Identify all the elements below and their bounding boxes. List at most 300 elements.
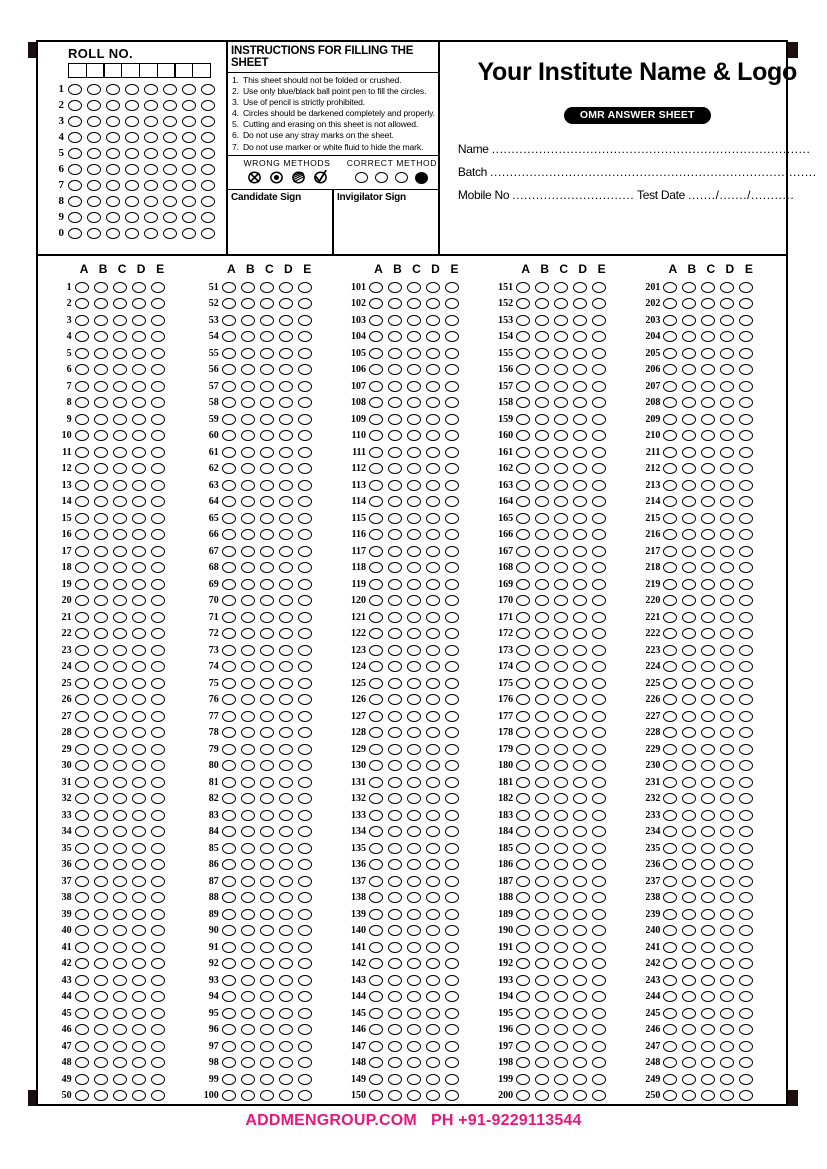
answer-bubble-e[interactable] <box>445 711 459 722</box>
roll-number-bubble-grid[interactable] <box>44 81 220 241</box>
answer-bubble-b[interactable] <box>535 991 549 1002</box>
answer-bubble-d[interactable] <box>573 480 587 491</box>
candidate-sign-box[interactable] <box>228 190 334 254</box>
answer-bubble-c[interactable] <box>260 678 274 689</box>
answer-bubble-a[interactable] <box>75 1024 89 1035</box>
answer-bubble-c[interactable] <box>407 282 421 293</box>
answer-bubble-d[interactable] <box>279 496 293 507</box>
answer-bubble-b[interactable] <box>241 282 255 293</box>
answer-bubble-a[interactable] <box>75 480 89 491</box>
answer-bubble-e[interactable] <box>445 414 459 425</box>
answer-bubble-a[interactable] <box>222 513 236 524</box>
answer-bubble-e[interactable] <box>592 1041 606 1052</box>
answer-bubble-b[interactable] <box>682 727 696 738</box>
answer-bubble-b[interactable] <box>94 694 108 705</box>
answer-bubble-e[interactable] <box>445 1041 459 1052</box>
answer-bubble-a[interactable] <box>75 315 89 326</box>
answer-bubble-b[interactable] <box>535 711 549 722</box>
answer-bubble-e[interactable] <box>151 397 165 408</box>
answer-bubble-d[interactable] <box>426 579 440 590</box>
answer-bubble-a[interactable] <box>516 991 530 1002</box>
answer-bubble-b[interactable] <box>682 282 696 293</box>
roll-bubble[interactable] <box>144 196 158 207</box>
answer-bubble-a[interactable] <box>222 793 236 804</box>
answer-bubble-d[interactable] <box>720 1057 734 1068</box>
answer-bubble-e[interactable] <box>445 1074 459 1085</box>
answer-bubble-d[interactable] <box>720 414 734 425</box>
answer-bubble-b[interactable] <box>241 1041 255 1052</box>
answer-bubble-a[interactable] <box>663 348 677 359</box>
answer-bubble-d[interactable] <box>132 282 146 293</box>
answer-bubble-e[interactable] <box>445 892 459 903</box>
answer-bubble-b[interactable] <box>388 282 402 293</box>
answer-bubble-a[interactable] <box>516 430 530 441</box>
answer-bubble-a[interactable] <box>369 430 383 441</box>
answer-bubble-a[interactable] <box>75 513 89 524</box>
answer-bubble-a[interactable] <box>663 760 677 771</box>
answer-bubble-c[interactable] <box>701 661 715 672</box>
answer-bubble-d[interactable] <box>426 661 440 672</box>
roll-bubble[interactable] <box>144 84 158 95</box>
answer-bubble-e[interactable] <box>739 760 753 771</box>
answer-bubble-e[interactable] <box>151 925 165 936</box>
answer-bubble-a[interactable] <box>75 414 89 425</box>
answer-bubble-e[interactable] <box>298 331 312 342</box>
answer-bubble-a[interactable] <box>369 1024 383 1035</box>
answer-bubble-b[interactable] <box>241 711 255 722</box>
answer-bubble-d[interactable] <box>573 397 587 408</box>
answer-bubble-e[interactable] <box>445 793 459 804</box>
answer-bubble-a[interactable] <box>75 1090 89 1101</box>
answer-bubble-c[interactable] <box>113 1090 127 1101</box>
answer-bubble-a[interactable] <box>369 925 383 936</box>
answer-bubble-c[interactable] <box>113 1024 127 1035</box>
answer-bubble-a[interactable] <box>222 496 236 507</box>
answer-bubble-e[interactable] <box>445 579 459 590</box>
answer-bubble-a[interactable] <box>369 727 383 738</box>
answer-bubble-a[interactable] <box>222 777 236 788</box>
answer-bubble-c[interactable] <box>554 744 568 755</box>
answer-bubble-b[interactable] <box>94 364 108 375</box>
answer-bubble-b[interactable] <box>682 480 696 491</box>
answer-bubble-d[interactable] <box>279 876 293 887</box>
answer-bubble-a[interactable] <box>663 397 677 408</box>
answer-bubble-a[interactable] <box>663 315 677 326</box>
answer-bubble-a[interactable] <box>369 793 383 804</box>
answer-bubble-d[interactable] <box>720 661 734 672</box>
answer-bubble-c[interactable] <box>407 480 421 491</box>
answer-bubble-c[interactable] <box>113 529 127 540</box>
answer-bubble-e[interactable] <box>592 793 606 804</box>
answer-bubble-a[interactable] <box>663 958 677 969</box>
answer-bubble-a[interactable] <box>75 298 89 309</box>
answer-bubble-a[interactable] <box>222 1074 236 1085</box>
answer-bubble-c[interactable] <box>554 942 568 953</box>
answer-bubble-c[interactable] <box>701 744 715 755</box>
answer-bubble-a[interactable] <box>75 892 89 903</box>
answer-bubble-e[interactable] <box>445 364 459 375</box>
answer-bubble-e[interactable] <box>445 1090 459 1101</box>
answer-bubble-c[interactable] <box>554 678 568 689</box>
answer-bubble-e[interactable] <box>445 744 459 755</box>
answer-bubble-d[interactable] <box>426 793 440 804</box>
answer-bubble-b[interactable] <box>682 579 696 590</box>
answer-bubble-a[interactable] <box>222 661 236 672</box>
roll-bubble[interactable] <box>125 196 139 207</box>
answer-bubble-b[interactable] <box>682 991 696 1002</box>
roll-bubble[interactable] <box>125 132 139 143</box>
answer-bubble-a[interactable] <box>75 331 89 342</box>
invigilator-sign-box[interactable] <box>334 190 438 254</box>
answer-bubble-a[interactable] <box>222 447 236 458</box>
answer-bubble-a[interactable] <box>222 958 236 969</box>
answer-bubble-e[interactable] <box>151 909 165 920</box>
answer-bubble-c[interactable] <box>113 991 127 1002</box>
roll-number-write-in-boxes[interactable] <box>68 63 220 78</box>
answer-bubble-c[interactable] <box>407 430 421 441</box>
answer-bubble-c[interactable] <box>260 958 274 969</box>
answer-bubble-b[interactable] <box>94 298 108 309</box>
answer-bubble-d[interactable] <box>573 463 587 474</box>
answer-bubble-c[interactable] <box>554 579 568 590</box>
answer-bubble-e[interactable] <box>298 909 312 920</box>
answer-bubble-d[interactable] <box>426 909 440 920</box>
answer-bubble-d[interactable] <box>426 942 440 953</box>
answer-bubble-b[interactable] <box>94 711 108 722</box>
answer-bubble-b[interactable] <box>682 529 696 540</box>
answer-bubble-grid[interactable] <box>38 254 786 1104</box>
answer-bubble-a[interactable] <box>75 810 89 821</box>
answer-bubble-e[interactable] <box>445 331 459 342</box>
answer-bubble-c[interactable] <box>407 777 421 788</box>
answer-bubble-c[interactable] <box>260 381 274 392</box>
answer-bubble-d[interactable] <box>426 315 440 326</box>
answer-bubble-a[interactable] <box>663 480 677 491</box>
answer-bubble-e[interactable] <box>151 859 165 870</box>
answer-bubble-b[interactable] <box>241 975 255 986</box>
answer-bubble-d[interactable] <box>426 826 440 837</box>
answer-bubble-d[interactable] <box>426 348 440 359</box>
answer-bubble-b[interactable] <box>682 546 696 557</box>
answer-bubble-b[interactable] <box>535 496 549 507</box>
answer-bubble-a[interactable] <box>75 958 89 969</box>
answer-bubble-a[interactable] <box>663 727 677 738</box>
answer-bubble-c[interactable] <box>260 793 274 804</box>
answer-bubble-c[interactable] <box>701 826 715 837</box>
answer-bubble-a[interactable] <box>75 909 89 920</box>
answer-bubble-d[interactable] <box>132 430 146 441</box>
answer-bubble-d[interactable] <box>426 760 440 771</box>
answer-bubble-d[interactable] <box>426 958 440 969</box>
roll-bubble[interactable] <box>125 100 139 111</box>
answer-bubble-e[interactable] <box>592 315 606 326</box>
answer-bubble-a[interactable] <box>369 315 383 326</box>
answer-bubble-e[interactable] <box>151 1008 165 1019</box>
answer-bubble-d[interactable] <box>720 298 734 309</box>
answer-bubble-a[interactable] <box>516 843 530 854</box>
answer-bubble-d[interactable] <box>279 991 293 1002</box>
roll-bubble[interactable] <box>106 196 120 207</box>
answer-bubble-a[interactable] <box>75 859 89 870</box>
answer-bubble-c[interactable] <box>260 909 274 920</box>
answer-bubble-e[interactable] <box>151 496 165 507</box>
answer-bubble-c[interactable] <box>554 760 568 771</box>
answer-bubble-e[interactable] <box>151 1057 165 1068</box>
answer-bubble-e[interactable] <box>739 793 753 804</box>
answer-bubble-c[interactable] <box>701 430 715 441</box>
roll-bubble[interactable] <box>87 180 101 191</box>
answer-bubble-c[interactable] <box>113 315 127 326</box>
answer-bubble-e[interactable] <box>298 595 312 606</box>
roll-bubble[interactable] <box>68 132 82 143</box>
answer-bubble-d[interactable] <box>720 744 734 755</box>
answer-bubble-a[interactable] <box>663 1024 677 1035</box>
answer-bubble-d[interactable] <box>720 694 734 705</box>
answer-bubble-e[interactable] <box>151 562 165 573</box>
roll-bubble[interactable] <box>106 148 120 159</box>
answer-bubble-c[interactable] <box>113 859 127 870</box>
answer-bubble-b[interactable] <box>535 892 549 903</box>
answer-bubble-b[interactable] <box>535 546 549 557</box>
answer-bubble-d[interactable] <box>720 463 734 474</box>
answer-bubble-e[interactable] <box>151 958 165 969</box>
answer-bubble-b[interactable] <box>535 480 549 491</box>
answer-bubble-d[interactable] <box>573 381 587 392</box>
answer-bubble-b[interactable] <box>535 678 549 689</box>
answer-bubble-e[interactable] <box>298 942 312 953</box>
answer-bubble-a[interactable] <box>75 925 89 936</box>
answer-bubble-d[interactable] <box>279 1057 293 1068</box>
answer-bubble-a[interactable] <box>663 810 677 821</box>
answer-bubble-a[interactable] <box>75 678 89 689</box>
answer-bubble-e[interactable] <box>592 364 606 375</box>
answer-bubble-a[interactable] <box>516 1008 530 1019</box>
answer-bubble-c[interactable] <box>113 826 127 837</box>
answer-bubble-c[interactable] <box>554 628 568 639</box>
answer-bubble-e[interactable] <box>151 645 165 656</box>
answer-bubble-d[interactable] <box>426 595 440 606</box>
roll-bubble[interactable] <box>87 212 101 223</box>
answer-bubble-a[interactable] <box>663 430 677 441</box>
answer-bubble-b[interactable] <box>682 1074 696 1085</box>
answer-bubble-e[interactable] <box>151 810 165 821</box>
answer-bubble-c[interactable] <box>407 496 421 507</box>
answer-bubble-d[interactable] <box>132 810 146 821</box>
roll-bubble[interactable] <box>182 212 196 223</box>
answer-bubble-a[interactable] <box>663 975 677 986</box>
answer-bubble-d[interactable] <box>132 727 146 738</box>
answer-bubble-c[interactable] <box>113 579 127 590</box>
answer-bubble-b[interactable] <box>241 381 255 392</box>
field-input-line[interactable]: ................................................................................. <box>491 141 811 156</box>
answer-bubble-a[interactable] <box>516 925 530 936</box>
answer-bubble-e[interactable] <box>592 496 606 507</box>
answer-bubble-e[interactable] <box>445 612 459 623</box>
answer-bubble-a[interactable] <box>369 298 383 309</box>
answer-bubble-a[interactable] <box>516 447 530 458</box>
answer-bubble-c[interactable] <box>407 1041 421 1052</box>
roll-bubble[interactable] <box>87 196 101 207</box>
answer-bubble-e[interactable] <box>151 793 165 804</box>
answer-bubble-e[interactable] <box>151 892 165 903</box>
answer-bubble-c[interactable] <box>554 925 568 936</box>
answer-bubble-e[interactable] <box>445 909 459 920</box>
roll-bubble[interactable] <box>163 148 177 159</box>
answer-bubble-d[interactable] <box>132 925 146 936</box>
answer-bubble-e[interactable] <box>445 925 459 936</box>
answer-bubble-d[interactable] <box>132 496 146 507</box>
answer-bubble-d[interactable] <box>720 991 734 1002</box>
answer-bubble-b[interactable] <box>535 909 549 920</box>
answer-bubble-b[interactable] <box>94 1074 108 1085</box>
answer-bubble-e[interactable] <box>739 694 753 705</box>
roll-bubble[interactable] <box>144 116 158 127</box>
answer-bubble-e[interactable] <box>445 777 459 788</box>
answer-bubble-c[interactable] <box>407 447 421 458</box>
answer-bubble-e[interactable] <box>151 529 165 540</box>
answer-bubble-d[interactable] <box>573 1008 587 1019</box>
answer-bubble-c[interactable] <box>701 645 715 656</box>
answer-bubble-b[interactable] <box>388 645 402 656</box>
answer-bubble-c[interactable] <box>407 315 421 326</box>
answer-bubble-d[interactable] <box>279 595 293 606</box>
answer-bubble-d[interactable] <box>279 727 293 738</box>
answer-bubble-b[interactable] <box>94 348 108 359</box>
answer-bubble-c[interactable] <box>407 876 421 887</box>
answer-bubble-c[interactable] <box>407 975 421 986</box>
answer-bubble-c[interactable] <box>260 496 274 507</box>
answer-bubble-b[interactable] <box>241 546 255 557</box>
answer-bubble-e[interactable] <box>592 331 606 342</box>
answer-bubble-c[interactable] <box>113 414 127 425</box>
answer-bubble-c[interactable] <box>554 546 568 557</box>
answer-bubble-e[interactable] <box>445 282 459 293</box>
answer-bubble-e[interactable] <box>739 1041 753 1052</box>
answer-bubble-e[interactable] <box>739 282 753 293</box>
answer-bubble-b[interactable] <box>241 1024 255 1035</box>
answer-bubble-e[interactable] <box>445 727 459 738</box>
answer-bubble-e[interactable] <box>298 1074 312 1085</box>
answer-bubble-b[interactable] <box>241 529 255 540</box>
answer-bubble-d[interactable] <box>132 942 146 953</box>
answer-bubble-c[interactable] <box>113 793 127 804</box>
answer-bubble-b[interactable] <box>682 496 696 507</box>
answer-bubble-d[interactable] <box>573 430 587 441</box>
answer-bubble-b[interactable] <box>535 447 549 458</box>
answer-bubble-d[interactable] <box>720 315 734 326</box>
answer-bubble-c[interactable] <box>407 529 421 540</box>
answer-bubble-c[interactable] <box>554 1008 568 1019</box>
answer-bubble-d[interactable] <box>279 942 293 953</box>
answer-bubble-d[interactable] <box>426 282 440 293</box>
answer-bubble-e[interactable] <box>739 463 753 474</box>
roll-bubble[interactable] <box>182 100 196 111</box>
answer-bubble-d[interactable] <box>720 1041 734 1052</box>
answer-bubble-b[interactable] <box>682 381 696 392</box>
answer-bubble-b[interactable] <box>535 942 549 953</box>
answer-bubble-e[interactable] <box>445 645 459 656</box>
answer-bubble-c[interactable] <box>113 694 127 705</box>
answer-bubble-e[interactable] <box>298 480 312 491</box>
answer-bubble-c[interactable] <box>113 777 127 788</box>
roll-bubble[interactable] <box>125 84 139 95</box>
answer-bubble-d[interactable] <box>279 579 293 590</box>
answer-bubble-e[interactable] <box>592 727 606 738</box>
answer-bubble-c[interactable] <box>554 480 568 491</box>
answer-bubble-e[interactable] <box>151 282 165 293</box>
answer-bubble-d[interactable] <box>720 513 734 524</box>
answer-bubble-c[interactable] <box>701 331 715 342</box>
answer-bubble-d[interactable] <box>573 958 587 969</box>
answer-bubble-e[interactable] <box>151 579 165 590</box>
answer-bubble-e[interactable] <box>739 859 753 870</box>
roll-bubble[interactable] <box>144 180 158 191</box>
answer-bubble-a[interactable] <box>369 397 383 408</box>
answer-bubble-e[interactable] <box>151 727 165 738</box>
answer-bubble-a[interactable] <box>516 645 530 656</box>
answer-bubble-a[interactable] <box>75 744 89 755</box>
answer-bubble-c[interactable] <box>554 892 568 903</box>
roll-bubble[interactable] <box>87 100 101 111</box>
answer-bubble-e[interactable] <box>445 513 459 524</box>
answer-bubble-e[interactable] <box>592 612 606 623</box>
field-input-line[interactable]: ......./......./........... <box>688 187 795 202</box>
answer-bubble-b[interactable] <box>682 562 696 573</box>
answer-bubble-a[interactable] <box>75 282 89 293</box>
answer-bubble-c[interactable] <box>260 1090 274 1101</box>
answer-bubble-e[interactable] <box>151 298 165 309</box>
answer-bubble-d[interactable] <box>720 628 734 639</box>
roll-bubble[interactable] <box>182 164 196 175</box>
answer-bubble-d[interactable] <box>426 331 440 342</box>
answer-bubble-a[interactable] <box>663 529 677 540</box>
roll-bubble[interactable] <box>144 100 158 111</box>
answer-bubble-a[interactable] <box>75 1008 89 1019</box>
field-input-line[interactable]: ............................... <box>512 187 635 202</box>
answer-bubble-c[interactable] <box>260 628 274 639</box>
answer-bubble-b[interactable] <box>241 414 255 425</box>
answer-bubble-a[interactable] <box>222 975 236 986</box>
answer-bubble-d[interactable] <box>573 628 587 639</box>
roll-bubble[interactable] <box>163 180 177 191</box>
answer-bubble-a[interactable] <box>663 793 677 804</box>
answer-bubble-e[interactable] <box>151 777 165 788</box>
answer-bubble-a[interactable] <box>369 348 383 359</box>
answer-bubble-c[interactable] <box>113 843 127 854</box>
answer-bubble-d[interactable] <box>720 843 734 854</box>
roll-bubble[interactable] <box>163 212 177 223</box>
answer-bubble-a[interactable] <box>222 991 236 1002</box>
answer-bubble-a[interactable] <box>663 546 677 557</box>
answer-bubble-b[interactable] <box>94 315 108 326</box>
answer-bubble-c[interactable] <box>407 661 421 672</box>
answer-bubble-a[interactable] <box>369 694 383 705</box>
answer-bubble-c[interactable] <box>260 595 274 606</box>
answer-bubble-c[interactable] <box>554 711 568 722</box>
answer-bubble-b[interactable] <box>94 496 108 507</box>
answer-bubble-c[interactable] <box>701 397 715 408</box>
answer-bubble-c[interactable] <box>701 975 715 986</box>
answer-bubble-e[interactable] <box>151 430 165 441</box>
answer-bubble-e[interactable] <box>298 529 312 540</box>
answer-bubble-d[interactable] <box>720 595 734 606</box>
answer-bubble-d[interactable] <box>573 496 587 507</box>
answer-bubble-b[interactable] <box>241 496 255 507</box>
answer-bubble-e[interactable] <box>298 760 312 771</box>
answer-bubble-a[interactable] <box>516 958 530 969</box>
answer-bubble-c[interactable] <box>260 711 274 722</box>
answer-bubble-a[interactable] <box>663 381 677 392</box>
